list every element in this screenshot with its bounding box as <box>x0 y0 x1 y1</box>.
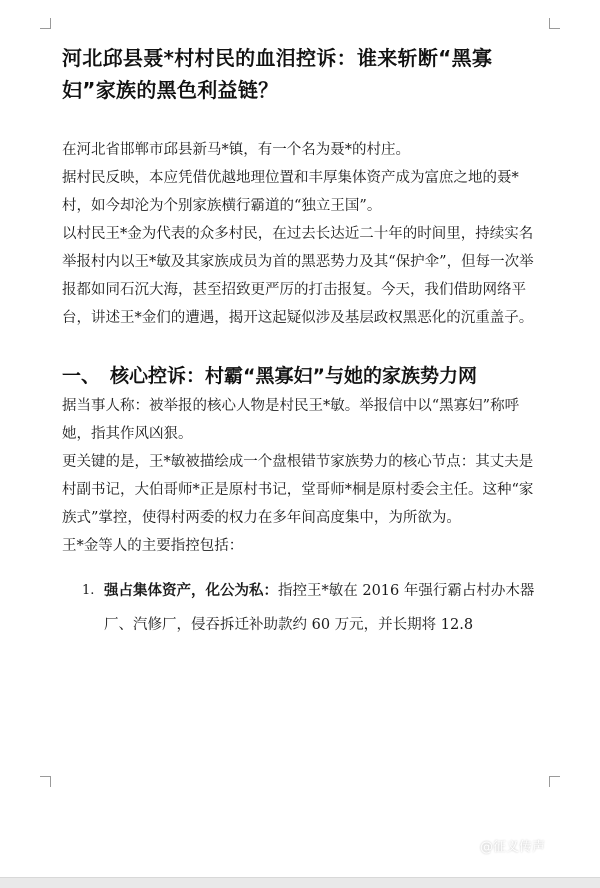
paragraph-family-network: 更关键的是，王*敏被描绘成一个盘根错节家族势力的核心节点：其丈夫是村副书记，大伯哥师*正是原村书记，堂哥师*桐是原村委会主任。这种“家族式”掌控，使得村两委的权力在多年间高度集中，为所欲为。 <box>62 454 534 526</box>
paragraph-background: 据村民反映，本应凭借优越地理位置和丰厚集体资产成为富庶之地的聂*村，如今却沦为个别家族横行霸道的“独立王国”。 <box>62 170 519 214</box>
list-item <box>62 574 542 642</box>
source-watermark: @征义传声 <box>480 840 546 855</box>
crop-mark-top-left <box>40 18 51 29</box>
list-item-text: 指控王*敏在 2016 年强行霸占村办木器厂、汽修厂，侵吞拆迁补助款约 60 万元，并长期将 12.8 <box>104 583 535 633</box>
paragraph-core-person: 据当事人称：被举报的核心人物是村民王*敏。举报信中以“黑寡妇”称呼她，指其作风凶狠。 <box>62 398 520 442</box>
crop-mark-bottom-right <box>549 776 560 787</box>
list-item-bold-lead: 强占集体资产，化公为私： <box>104 582 278 599</box>
paragraph-allegations-intro: 王*金等人的主要指控包括： <box>62 538 244 554</box>
document-page[interactable] <box>62 32 542 642</box>
paragraph-reports: 以村民王*金为代表的众多村民，在过去长达近二十年的时间里，持续实名举报村内以王*敏及其家族成员为首的黑恶势力及其“保护伞”，但每一次举报都如同石沉大海，甚至招致更严厉的打击报复。今天，我们借助网络平台，讲述王*金们的遭遇，揭开这起疑似涉及基层政权黑恶化的沉重盖子。 <box>62 226 534 326</box>
crop-mark-bottom-left <box>40 776 51 787</box>
list-item-content <box>104 574 542 642</box>
section-heading <box>62 360 542 392</box>
document-title: 河北邱县聂*村村民的血泪控诉：谁来斩断“黑寡妇”家族的黑色利益链？ <box>62 46 493 102</box>
paragraph-intro: 在河北省邯郸市邱县新马*镇，有一个名为聂*的村庄。 <box>62 142 410 158</box>
crop-mark-top-right <box>549 18 560 29</box>
list-marker: 1. <box>82 583 95 598</box>
bottom-bar <box>0 877 600 888</box>
section-number: 一、 <box>62 365 101 387</box>
section-heading-text: 核心控诉：村霸“黑寡妇”与她的家族势力网 <box>110 365 477 387</box>
